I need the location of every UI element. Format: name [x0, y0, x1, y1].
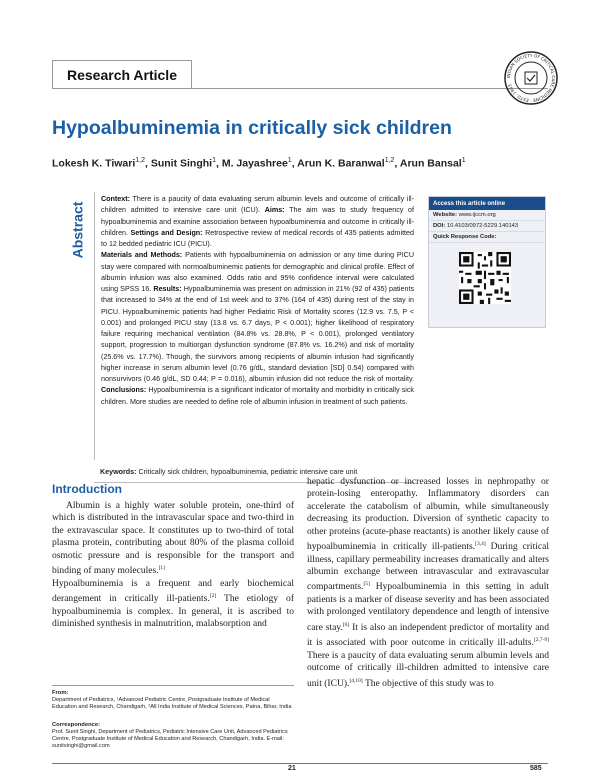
abstract-text: Context: There is a paucity of data evaluating serum albumin levels and outcome of critically ill-children admitted to intensive care unit (ICU). Aims: The aim was to study frequency of hypoalbuminemia and examine association between hypoalbuminemia and outcome in critically ill-children. Settings and Design: Retrospective review of medical records of 435 patients admitted to 12 bedded pediatric ICU (PICU). Materials and Methods: Patients with hypoalbuminemia on admission or any time during PICU stay were compared with normoalbuminemic patients for demographic and clinical profile. Effect of albumin infusion was also examined. Odds ratio and 95% confidence interval were calculated using SPSS 16. Results: Hypoalbuminemia was present on admission in 21% (92 of 435) patients that increased to 34% at the end of 1st week and to 37% (164 of 435) during rest of the stay in PICU. Hypoalbuminemic patients had higher Pediatric Risk of Mortality scores (12.9 vs. 7.5, P < 0.001) and prolonged PICU stay (13.8 vs. 6.7 days, P < 0.001); higher likelihood of respiratory failure requiring mechanical ventilation (84.8% vs. 28.8%, P < 0.001), prolonged ventilatory support, progression to multiorgan dysfunction syndrome (87.8% vs. 16.2%) and risk of mortality (25.6% vs. 17.7%). Though, the survivors among recipients of albumin infusion had significantly higher increase in serum albumin level (0.76 g/dL, standard deviation [SD] 0.54) compared with nonsurvivors (0.46 g/dL, SD 0.44; P = 0.016), albumin infusion did not reduce the risk of mortality. Conclusions: Hypoalbuminemia is a significant indicator of mortality and morbidity in critically sick children. More studies are needed to define role of albumin infusion in treatment of such patients. [94, 192, 414, 460]
website-row[interactable]: Website: www.ijccm.org [429, 210, 545, 221]
author-name: Arun K. Baranwal [297, 157, 385, 170]
access-heading: Access this article online [429, 197, 545, 210]
keywords-line: Keywords: Critically sick children, hypoalbuminemia, pediatric intensive care unit [100, 468, 358, 476]
abstract-label: Abstract [69, 201, 86, 259]
author-name: Arun Bansal [399, 157, 462, 170]
qr-label: Quick Response Code: [429, 232, 545, 243]
author-name: Sunit Singhi [150, 157, 213, 170]
body-column-right [307, 476, 549, 690]
qr-code-icon[interactable] [459, 252, 511, 304]
article-title: Hypoalbuminemia in critically sick children [52, 117, 452, 139]
page-number-issue: 21 [288, 765, 296, 772]
svg-text:INDIAN SOCIETY OF CRITICAL CAR: INDIAN SOCIETY OF CRITICAL CARE MEDICINE · ESTD. 1993 [505, 52, 557, 104]
author-name: Lokesh K. Tiwari [52, 157, 136, 170]
correspondence-footnote: Correspondence: Prof. Sunit Singhi, Department of Pediatrics, Pediatric Intensive Care Unit, Advanced Pediatrics Centre, Postgraduate Institute of Medical Education and Research, Chandigarh, India. E-mail: sunitsinghi@gmail.com [52, 722, 288, 749]
body-column-left [52, 500, 294, 630]
paragraph: Albumin is a highly water soluble protein, one-third of which is distributed in the intravascular space and two-third in the extravascular space. It constitutes up to two-third of total plasma protein, contributing about 80% of the plasma colloid osmotic pressure and is responsible for the transport and binding of many molecules.[1] [52, 500, 294, 577]
paragraph: hepatic dysfunction or increased losses in nephropathy or protein-losing enteropathy. Inflammatory disorders can accelerate the catabolism of albumin, while simultaneously decreasing its production. Diversion of synthetic capacity to other proteins (acute-phase reactants) is another likely cause of hypoalbuminemia in critically ill-patients.[3,4] During critical illness, capillary permeability increases dramatically and alters albumin exchange between intravascular and extravascular compartments.[5] Hypoalbuminemia in this setting in adult patients is a marker of disease severity and has been associated with prolonged ventilatory dependence and length of intensive care stay.[6] It is also an independent predictor of mortality and it is associated with poor outcome in critically ill-adults.[2,7-9] There is a paucity of data evaluating serum albumin levels and outcome of critically ill-children admitted to intensive care unit (ICU).[4,10] The objective of this study was to [307, 476, 550, 689]
article-type-tab: Research Article [52, 60, 192, 89]
header-divider [52, 88, 548, 89]
section-heading-introduction: Introduction [52, 482, 122, 496]
author-list: Lokesh K. Tiwari$^{1,2}$, Sunit Singhi$^1$, M. Jayashree$^1$, Arun K. Baranwal$^{1,2}$, Arun Bansal$^1$ [52, 157, 466, 170]
footer-divider [52, 763, 548, 764]
author-name: M. Jayashree [221, 157, 288, 170]
paragraph: Hypoalbuminemia is a frequent and early biochemical derangement in critically ill-patients.[2] The etiology of hypoalbuminemia is complex. In general, it is ascribed to diminished synthesis in malnutrition, malabsorption and [52, 577, 294, 629]
doi-row[interactable]: DOI: 10.4103/0972-5229.140143 [429, 221, 545, 232]
page-number: 585 [530, 765, 542, 772]
affiliation-footnote: From: Department of Pediatrics, ¹Advanced Pediatric Centre, Postgraduate Institute of Medical Education and Research, Chandigarh, ²All India Institute of Medical Sciences, Patna, Bihar, India [52, 690, 292, 710]
access-article-box [428, 196, 546, 328]
society-seal-icon [503, 50, 559, 106]
footnote-divider [52, 685, 294, 686]
